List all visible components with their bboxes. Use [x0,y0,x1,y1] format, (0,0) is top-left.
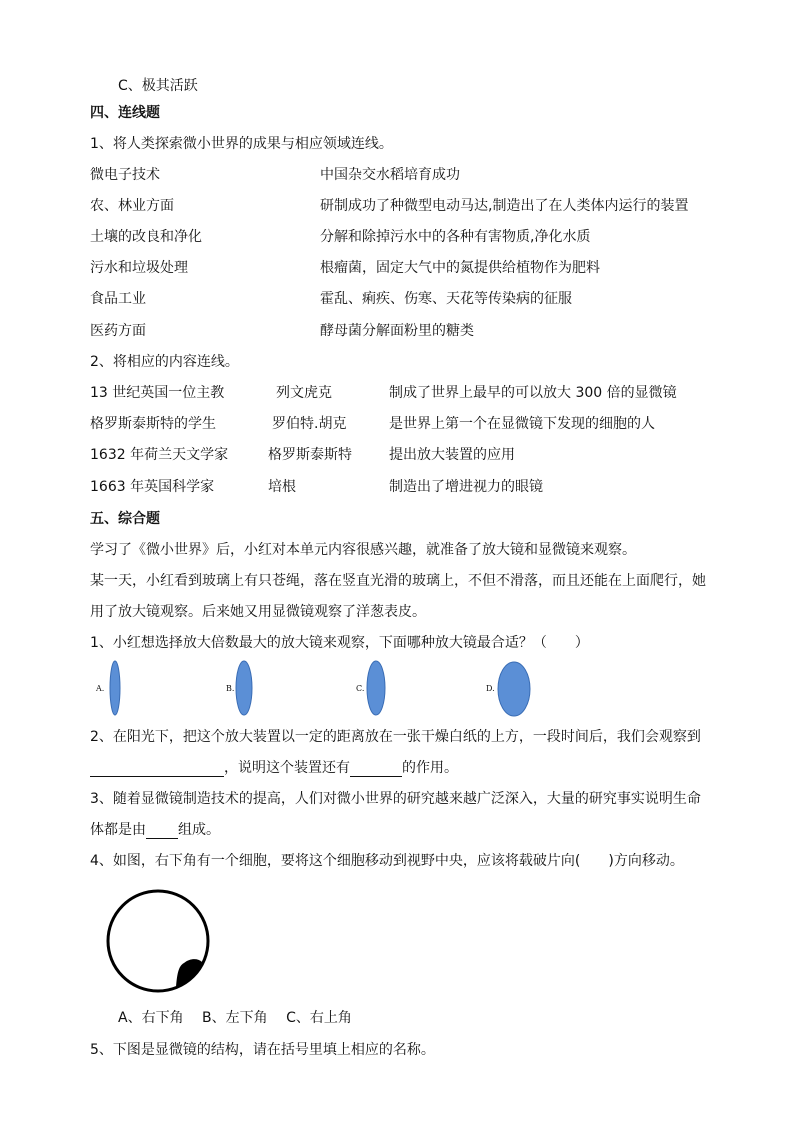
q2-col2-item: 培根 [268,479,296,495]
intro-paragraph-2b: 用了放大镜观察。后来她又用显微镜观察了洋葱表皮。 [90,604,426,620]
q1-left-item: 农、林业方面 [90,198,174,214]
intro-paragraph-1: 学习了《微小世界》后，小红对本单元内容很感兴趣，就准备了放大镜和显微镜来观察。 [90,542,636,558]
q2-col3-item: 制造出了增进视力的眼镜 [389,479,543,495]
q2-col2-item: 罗伯特.胡克 [272,416,347,432]
q1-right-item: 酵母菌分解面粉里的糖类 [320,323,474,339]
s5-q4-options: A、右下角 B、左下角 C、右上角 [118,1010,352,1026]
field-of-view-diagram [104,886,214,996]
lens-option-b-label: B. [226,684,235,693]
s5-q1-prompt: 1、小红想选择放大倍数最大的放大镜来观察，下面哪种放大镜最合适？（ ） [90,635,589,651]
q1-right-item: 霍乱、痢疾、伤寒、天花等传染病的征服 [320,291,572,307]
q1-right-item: 研制成功了种微型电动马达,制造出了在人类体内运行的装置 [320,198,689,214]
s5-q2-line2-end: 的作用。 [402,760,458,776]
section-heading-comprehensive: 五、综合题 [90,511,160,527]
lens-c-icon [367,661,385,715]
lens-d-icon [498,662,530,716]
lens-option-d-label: D. [486,684,495,693]
q1-right-item: 中国杂交水稻培育成功 [320,167,460,183]
s5-q2-line2-mid: ，说明这个装置还有 [224,760,350,776]
section-heading-matching: 四、连线题 [90,105,160,121]
q2-col1-item: 13 世纪英国一位主教 [90,385,225,401]
q1-left-item: 土壤的改良和净化 [90,229,202,245]
intro-paragraph-2a: 某一天，小红看到玻璃上有只苍绳，落在竖直光滑的玻璃上，不但不滑落，而且还能在上面爬行，她 [90,573,706,589]
s5-q2-line2 [90,759,458,777]
answer-blank-observation[interactable] [90,761,224,777]
s5-q2-line1: 2、在阳光下，把这个放大装置以一定的距离放在一张干燥白纸的上方，一段时间后，我们会观察到 [90,729,701,745]
q2-col2-item: 格罗斯泰斯特 [268,447,352,463]
q2-col1-item: 1632 年荷兰天文学家 [90,447,229,463]
q1-left-item: 污水和垃圾处理 [90,260,188,276]
q2-col3-item: 是世界上第一个在显微镜下发现的细胞的人 [389,416,655,432]
answer-blank-composition[interactable] [146,823,178,839]
lens-b-icon [236,661,252,715]
s5-q3-line1: 3、随着显微镜制造技术的提高，人们对微小世界的研究越来越广泛深入，大量的研究事实说明生命 [90,791,701,807]
q2-col3-item: 提出放大装置的应用 [389,447,515,463]
lens-option-c-label: C. [356,684,365,693]
q1-right-item: 分解和除掉污水中的各种有害物质,净化水质 [320,229,591,245]
q1-prompt: 1、将人类探索微小世界的成果与相应领域连线。 [90,136,393,152]
lens-a-icon [110,661,120,715]
q2-col1-item: 1663 年英国科学家 [90,479,215,495]
q2-col3-item: 制成了世界上最早的可以放大 300 倍的显微镜 [389,385,677,401]
option-c-text: C、极其活跃 [118,78,198,94]
q2-prompt: 2、将相应的内容连线。 [90,354,239,370]
q1-left-item: 微电子技术 [90,167,160,183]
q2-col1-item: 格罗斯泰斯特的学生 [90,416,216,432]
s5-q3-line2-start: 体都是由 [90,822,146,838]
lens-shapes [0,660,794,720]
s5-q3-line2 [90,821,220,839]
answer-blank-function[interactable] [350,761,402,777]
q1-left-item: 食品工业 [90,291,146,307]
q2-col2-item: 列文虎克 [276,385,332,401]
q1-left-item: 医药方面 [90,323,146,339]
s5-q5-prompt: 5、下图是显微镜的结构，请在括号里填上相应的名称。 [90,1042,435,1058]
s5-q3-line2-end: 组成。 [178,822,220,838]
q1-right-item: 根瘤菌，固定大气中的氮提供给植物作为肥料 [320,260,600,276]
lens-option-a-label: A. [96,684,105,693]
s5-q4-prompt: 4、如图，右下角有一个细胞，要将这个细胞移动到视野中央，应该将载破片向( )方向移动。 [90,853,684,869]
